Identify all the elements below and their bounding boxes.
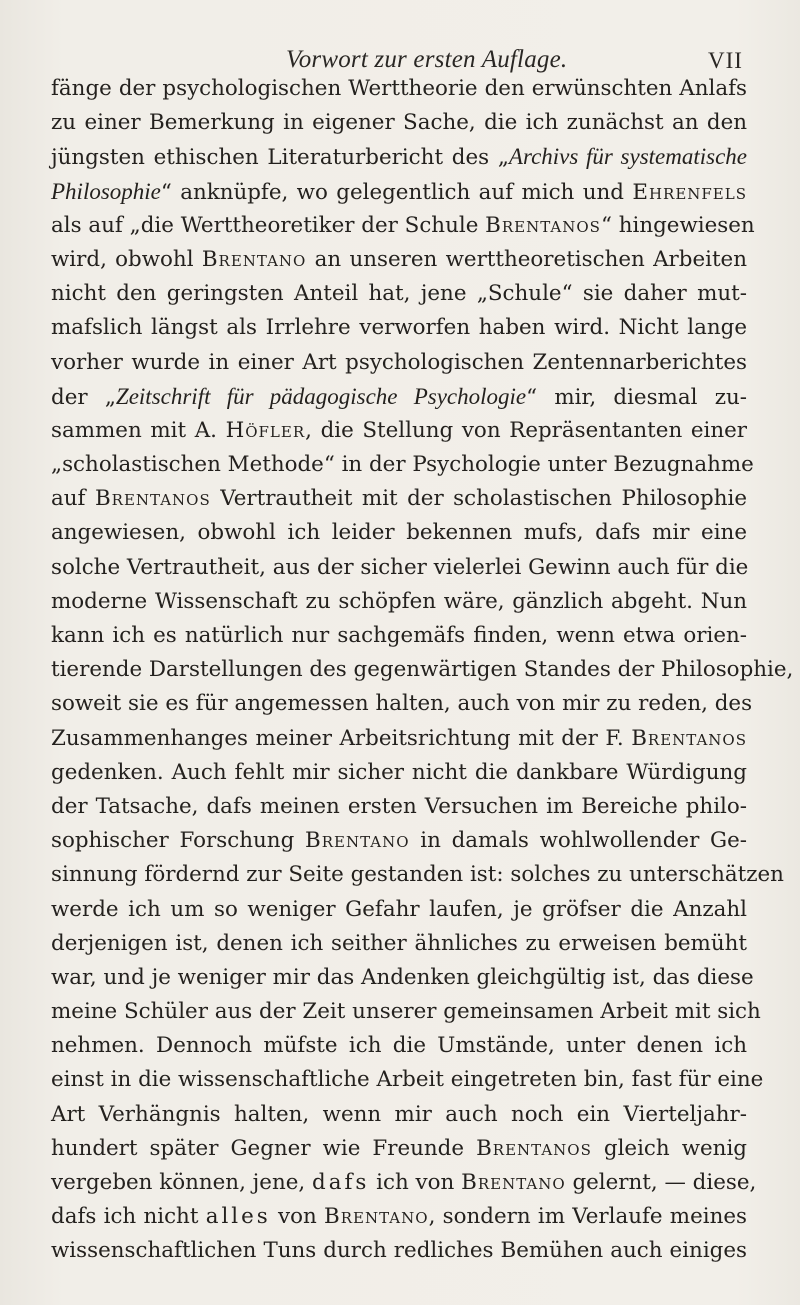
text-segment: gleich wenig <box>591 1135 747 1161</box>
text-line <box>51 619 747 653</box>
text-segment: moderne Wissenschaft zu schöpfen wäre, gänzlich abgeht. Nun <box>51 588 747 614</box>
text-line <box>51 722 747 756</box>
text-segment: wird, obwohl <box>51 246 202 272</box>
name-small-caps: Ehrenfels <box>632 179 747 205</box>
text-line <box>51 448 754 482</box>
text-line <box>51 1063 764 1097</box>
text-segment: nehmen. Dennoch müfste ich die Umstände, unter denen ich <box>51 1033 747 1059</box>
text-segment: in damals wohlwollender Ge- <box>409 828 748 854</box>
text-line <box>51 140 747 174</box>
text-line <box>51 1200 747 1234</box>
text-segment: gelernt, — diese, <box>565 1170 757 1195</box>
body-text <box>51 72 794 1269</box>
text-segment: auf <box>51 486 95 512</box>
text-segment: , sondern im Verlaufe meines <box>428 1204 748 1230</box>
text-segment: jüngsten ethischen Literaturbericht des „ <box>51 145 509 171</box>
text-segment: gedenken. Auch fehlt mir sicher nicht die dankbare Würdigung <box>51 759 747 785</box>
text-segment: als auf „die Werttheoretiker der Schule <box>51 212 486 238</box>
text-segment: Zusammenhanges meiner Arbeitsrichtung mit der F. <box>51 725 632 751</box>
text-line <box>51 1234 747 1268</box>
text-segment: einst in die wissenschaftliche Arbeit eingetreten bin, fast für eine <box>51 1067 764 1093</box>
text-line <box>51 175 747 209</box>
text-line <box>51 72 747 106</box>
text-segment: wissenschaftlichen Tuns durch redliches Bemühen auch einiges <box>51 1238 747 1264</box>
name-small-caps: Brentanos <box>476 1135 592 1161</box>
text-line <box>51 106 747 140</box>
text-line <box>51 995 761 1029</box>
spaced-emphasis: alles <box>205 1204 271 1230</box>
text-segment: “ hingewiesen <box>600 212 755 238</box>
text-segment: kann ich es natürlich nur sachgemäfs finden, wenn etwa orien- <box>51 623 747 648</box>
text-segment: “ mir, diesmal zu- <box>526 384 747 410</box>
text-line <box>51 243 747 277</box>
name-small-caps: Brentano <box>324 1204 429 1230</box>
text-segment: , die Stellung von Repräsentanten einer <box>305 417 747 443</box>
text-segment: ich von <box>369 1170 462 1195</box>
text-segment: der „ <box>51 384 116 410</box>
text-segment: von <box>270 1204 325 1230</box>
text-segment: dafs ich nicht <box>51 1204 206 1230</box>
text-segment: hundert später Gegner wie Freunde <box>51 1135 477 1161</box>
page-number: VII <box>708 48 743 73</box>
text-line <box>51 482 747 516</box>
text-line <box>51 311 747 345</box>
text-segment: sinnung fördernd zur Seite gestanden ist: solches zu unterschätzen <box>51 862 784 888</box>
text-line <box>51 209 755 243</box>
name-small-caps: Brentanos <box>94 486 211 512</box>
text-segment: fänge der psychologischen Werttheorie den erwünschten Anlafs <box>51 76 747 101</box>
name-small-caps: Brentano <box>461 1170 566 1195</box>
text-segment: nicht den geringsten Anteil hat, jene „Schule“ sie daher mut- <box>51 281 747 307</box>
running-title: Vorwort zur ersten Auflage. <box>286 46 568 73</box>
text-line <box>51 380 747 414</box>
spaced-emphasis: dafs <box>312 1170 370 1195</box>
text-segment: meine Schüler aus der Zeit unserer gemeinsamen Arbeit mit sich <box>51 999 761 1025</box>
text-segment: “ anknüpfe, wo gelegentlich auf mich und <box>160 179 633 205</box>
text-segment: sophischer Forschung <box>51 828 305 854</box>
text-segment: sammen mit A. <box>51 417 226 443</box>
italic-title: Archivs für systematische <box>508 144 747 170</box>
text-line <box>51 687 753 721</box>
text-line <box>51 585 747 619</box>
text-line <box>51 1029 747 1063</box>
text-line <box>51 893 747 927</box>
text-line <box>51 756 747 790</box>
name-small-caps: Höfler <box>225 417 306 443</box>
text-line <box>51 414 747 448</box>
text-segment: derjenigen ist, denen ich seither ähnliches zu erweisen bemüht <box>51 930 747 956</box>
text-line <box>51 824 747 858</box>
name-small-caps: Brentano <box>305 828 410 854</box>
text-segment: solche Vertrautheit, aus der sicher vielerlei Gewinn auch für die <box>51 554 749 580</box>
text-line <box>51 961 754 995</box>
text-segment: zu einer Bemerkung in eigener Sache, die ich zunächst an den <box>51 110 747 136</box>
text-line <box>51 790 747 824</box>
text-segment: Vertrautheit mit der scholastischen Philosophie <box>210 486 748 512</box>
text-segment: vergeben können, jene, <box>51 1170 313 1195</box>
text-segment: an unseren werttheoretischen Arbeiten <box>306 246 747 272</box>
text-line <box>51 1132 747 1166</box>
text-segment: tierende Darstellungen des gegenwärtigen Standes der Philosophie, <box>51 657 794 683</box>
text-line <box>51 346 747 380</box>
text-line <box>51 653 794 687</box>
text-line <box>51 1166 757 1200</box>
text-segment: war, und je weniger mir das Andenken gleichgültig ist, das diese <box>51 964 754 990</box>
text-segment: werde ich um so weniger Gefahr laufen, je gröfser die Anzahl <box>51 896 747 922</box>
italic-title: Philosophie <box>51 178 161 204</box>
name-small-caps: Brentano <box>201 246 307 272</box>
text-line <box>51 551 747 585</box>
text-line <box>51 516 747 550</box>
text-line <box>51 1098 747 1132</box>
text-segment: angewiesen, obwohl ich leider bekennen mufs, dafs mir eine <box>51 520 747 546</box>
text-segment: der Tatsache, dafs meinen ersten Versuchen im Bereiche philo- <box>51 793 747 819</box>
name-small-caps: Brentanos <box>631 725 747 751</box>
text-line <box>51 277 747 311</box>
text-segment: soweit sie es für angemessen halten, auch von mir zu reden, des <box>51 691 753 717</box>
text-segment: Art Verhängnis halten, wenn mir auch noch ein Vierteljahr- <box>51 1101 747 1127</box>
name-small-caps: Brentanos <box>485 212 601 238</box>
text-line <box>51 927 747 961</box>
italic-title: Zeitschrift für pädagogische Psychologie <box>115 383 527 409</box>
text-segment: mafslich längst als Irrlehre verworfen haben wird. Nicht lange <box>51 315 747 341</box>
text-segment: vorher wurde in einer Art psychologischen Zentennarberichtes <box>51 349 747 375</box>
text-segment: „scholastischen Methode“ in der Psychologie unter Bezugnahme <box>51 452 754 478</box>
text-line <box>51 858 784 892</box>
